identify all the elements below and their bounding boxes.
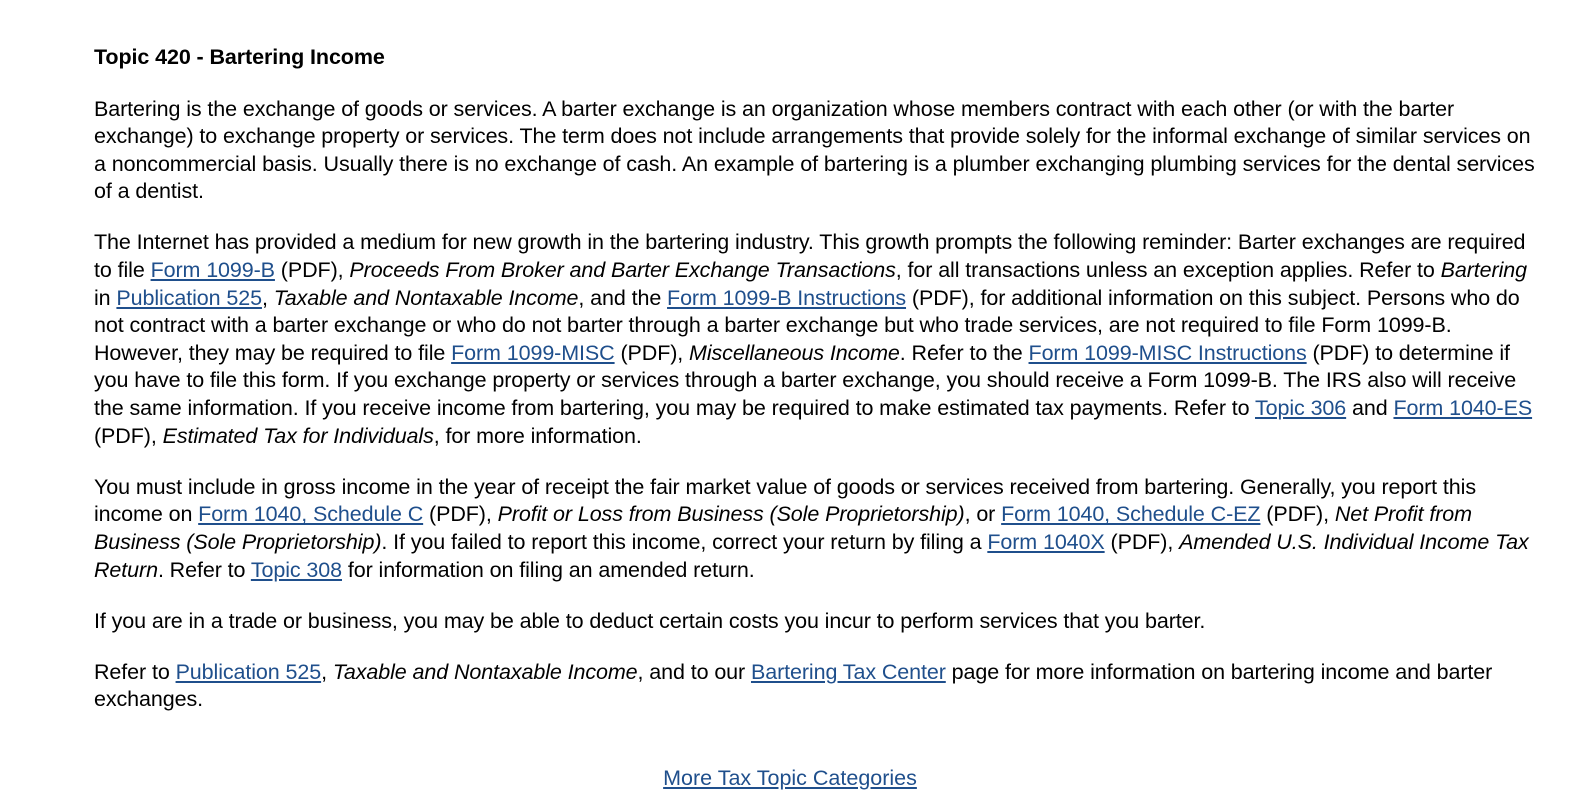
text: (PDF), — [614, 340, 690, 365]
text: (PDF), — [1104, 529, 1180, 554]
italic-title: Proceeds From Broker and Barter Exchange Transactions — [349, 258, 896, 283]
text: , for more information. — [433, 423, 642, 448]
topic-308-link[interactable]: Topic 308 — [250, 557, 342, 582]
paragraph-refer — [94, 659, 1544, 714]
italic-title: Taxable and Nontaxable Income — [273, 285, 579, 310]
text: . Refer to the — [899, 340, 1029, 365]
text: (PDF), for additional information on this subject. Persons who do not contract with a barter exchange or who do not barter through a barter exchange but who trade services, are not required to file Form 1099-B. However, they may be required to file — [94, 285, 1520, 365]
italic-title: Profit or Loss from Business (Sole Proprietorship) — [497, 502, 965, 527]
italic-title: Amended U.S. Individual Income Tax Return — [94, 529, 1529, 582]
italic-title: Estimated Tax for Individuals — [162, 423, 434, 448]
publication-525-link[interactable]: Publication 525 — [116, 285, 262, 310]
italic-title: Taxable and Nontaxable Income — [332, 659, 638, 684]
paragraph-intro: Bartering is the exchange of goods or services. A barter exchange is an organization whose members contract with each other (or with the barter exchange) to exchange property or services. The term does not include arrangements that provide solely for the informal exchange of similar services on a noncommercial basis. Usually there is no exchange of cash. An example of bartering is a plumber exchanging plumbing services for the dental services of a dentist. — [94, 96, 1535, 204]
text: . Refer to — [157, 557, 251, 582]
schedule-c-ez-link[interactable]: Form 1040, Schedule C-EZ — [1001, 502, 1261, 527]
text: for information on filing an amended return. — [342, 557, 755, 582]
form-1040x-link[interactable]: Form 1040X — [987, 529, 1105, 554]
italic-title: Miscellaneous Income — [689, 340, 900, 365]
text: , for all transactions unless an exception applies. Refer to — [895, 258, 1441, 283]
text: (PDF), — [423, 502, 498, 527]
text: Refer to — [94, 659, 176, 684]
text: (PDF), — [274, 258, 350, 283]
paragraph-gross-income — [94, 474, 1544, 584]
text: You must include in gross income in the year of receipt the fair market value of goods or services received from bartering. Generally, you report this income on — [94, 474, 1476, 527]
italic-title: Net Profit from Business (Sole Proprietorship) — [94, 502, 1472, 554]
topic-306-link[interactable]: Topic 306 — [1255, 396, 1347, 421]
text: , or — [964, 502, 1002, 527]
form-1099misc-link[interactable]: Form 1099-MISC — [451, 340, 615, 365]
paragraph-deduct: If you are in a trade or business, you may be able to deduct certain costs you incur to perform services that you barter. — [94, 608, 1206, 633]
italic-title: Bartering — [1440, 258, 1527, 283]
article — [94, 44, 1544, 737]
form-1099b-link[interactable]: Form 1099-B — [150, 258, 275, 283]
paragraph-internet — [94, 229, 1544, 450]
text: page for more information on bartering income and barter exchanges. — [94, 659, 1493, 712]
page-title: Topic 420 - Bartering Income — [94, 45, 385, 69]
text: , — [261, 285, 274, 310]
schedule-c-link[interactable]: Form 1040, Schedule C — [198, 502, 424, 527]
footer-nav — [0, 766, 1586, 791]
text: and — [1346, 396, 1394, 421]
form-1040es-link[interactable]: Form 1040-ES — [1393, 396, 1533, 421]
text: , and to our — [637, 659, 751, 684]
text: in — [94, 285, 117, 310]
text: . If you failed to report this income, correct your return by filing a — [381, 529, 988, 554]
text: (PDF) to determine if you have to file this form. If you exchange property or services through a barter exchange, you should receive a Form 1099-B. The IRS also will receive the same information. If you receive income from bartering, you may be required to make estimated tax payments. Refer to — [94, 340, 1517, 421]
form-1099misc-instructions-link[interactable]: Form 1099-MISC Instructions — [1028, 340, 1307, 365]
text: (PDF), — [94, 423, 163, 448]
more-tax-topic-categories-link[interactable]: More Tax Topic Categories — [663, 766, 917, 790]
text: The Internet has provided a medium for new growth in the bartering industry. This growth prompts the following reminder: Barter exchanges are required to file — [94, 230, 1526, 283]
text: (PDF), — [1260, 502, 1335, 527]
form-1099b-instructions-link[interactable]: Form 1099-B Instructions — [667, 285, 907, 310]
text: , and the — [578, 285, 668, 310]
text: , — [321, 659, 333, 684]
bartering-tax-center-link[interactable]: Bartering Tax Center — [750, 659, 946, 684]
publication-525-link[interactable]: Publication 525 — [175, 659, 322, 684]
